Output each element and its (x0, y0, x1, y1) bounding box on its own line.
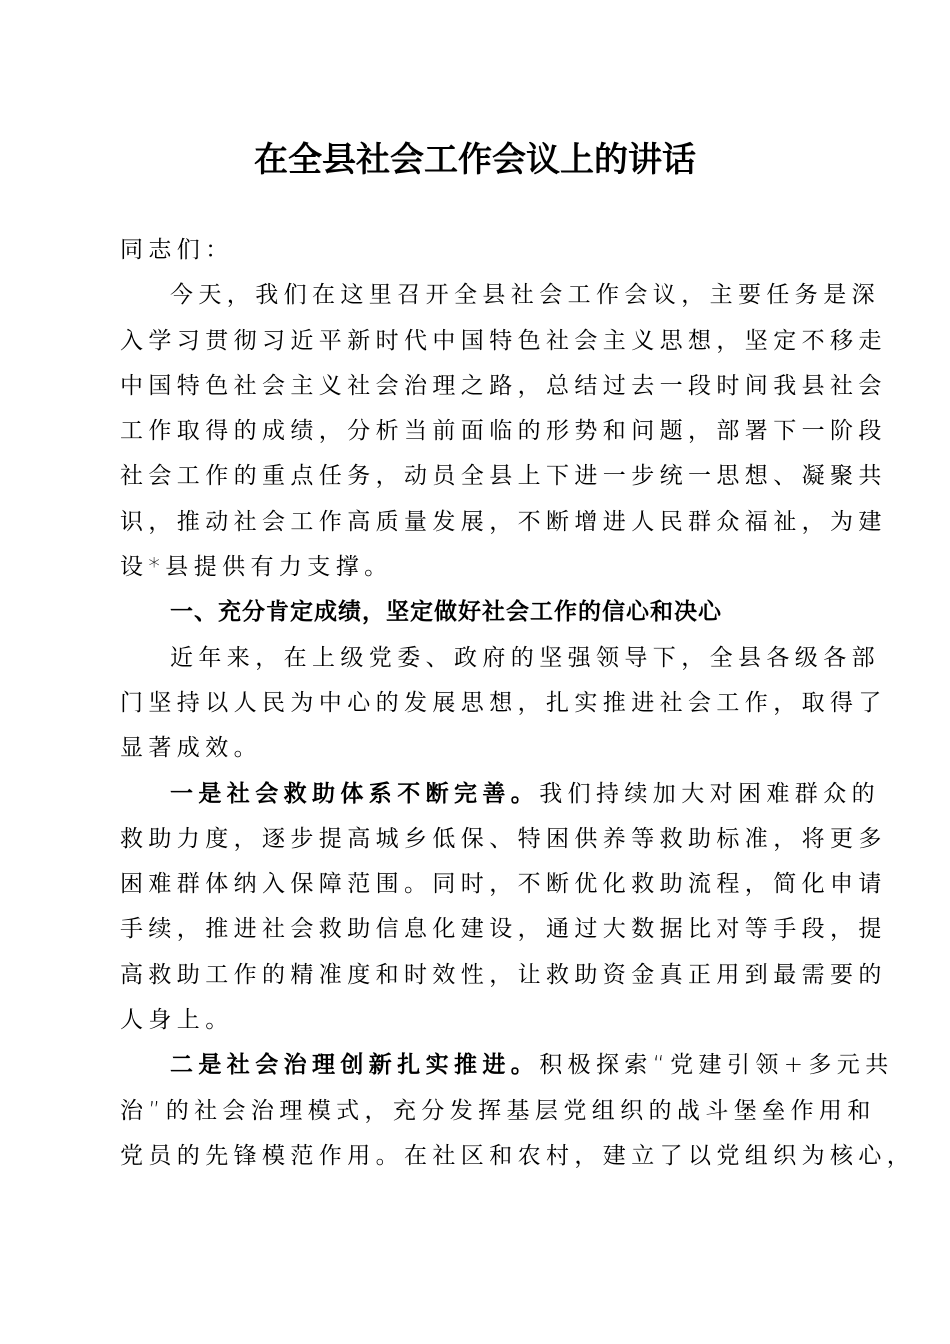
point-two-paragraph (120, 1043, 916, 1179)
paragraph-line: 困难群体纳入保障范围。同时，不断优化救助流程，简化申请 (120, 871, 887, 898)
point-one-paragraph (120, 772, 887, 1044)
document-body (120, 228, 916, 1179)
paragraph-line: 高救助工作的精准度和时效性，让救助资金真正用到最需要的 (120, 961, 887, 988)
point-lead: 一是社会救助体系不断完善。 (170, 780, 540, 807)
paragraph-line: 人身上。 (120, 1007, 234, 1034)
paragraph-line: 中国特色社会主义社会治理之路，总结过去一段时间我县社会 (120, 372, 887, 399)
paragraph-line: 治”的社会治理模式，充分发挥基层党组织的战斗堡垒作用和 (120, 1097, 876, 1124)
paragraph-line (120, 772, 881, 817)
paragraph-line: 入学习贯彻习近平新时代中国特色社会主义思想，坚定不移走 (120, 327, 887, 354)
paragraph-line: 识，推动社会工作高质量发展，不断增进人民群众福祉，为建 (120, 508, 887, 535)
document-title: 在全县社会工作会议上的讲话 (254, 140, 696, 180)
overview-paragraph (120, 636, 887, 772)
paragraph-line: 近年来，在上级党委、政府的坚强领导下，全县各级各部 (170, 644, 880, 671)
paragraph-line (120, 1043, 894, 1088)
paragraph-line: 手续，推进社会救助信息化建设，通过大数据比对等手段，提 (120, 916, 887, 943)
paragraph-line: 救助力度，逐步提高城乡低保、特困供养等救助标准，将更多 (120, 825, 887, 852)
point-text: 我们持续加大对困难群众的 (539, 780, 881, 807)
section-heading: 一、充分肯定成绩，坚定做好社会工作的信心和决心 (170, 599, 722, 626)
paragraph-line: 工作取得的成绩，分析当前面临的形势和问题，部署下一阶段 (120, 418, 887, 445)
intro-paragraph (120, 273, 887, 590)
paragraph-line: 社会工作的重点任务，动员全县上下进一步统一思想、凝聚共 (120, 463, 887, 490)
point-lead: 二是社会治理创新扎实推进。 (170, 1052, 540, 1079)
salutation: 同志们： (120, 237, 234, 263)
paragraph-line: 门坚持以人民为中心的发展思想，扎实推进社会工作，取得了 (120, 689, 887, 716)
paragraph-line: 今天，我们在这里召开全县社会工作会议，主要任务是深 (170, 282, 880, 309)
paragraph-line: 设*县提供有力支撑。 (120, 554, 393, 581)
paragraph-line: 显著成效。 (120, 735, 262, 762)
point-text: 积极探索“党建引领+多元共 (539, 1052, 894, 1079)
paragraph-line: 党员的先锋模范作用。在社区和农村，建立了以党组织为核心， (120, 1142, 916, 1169)
